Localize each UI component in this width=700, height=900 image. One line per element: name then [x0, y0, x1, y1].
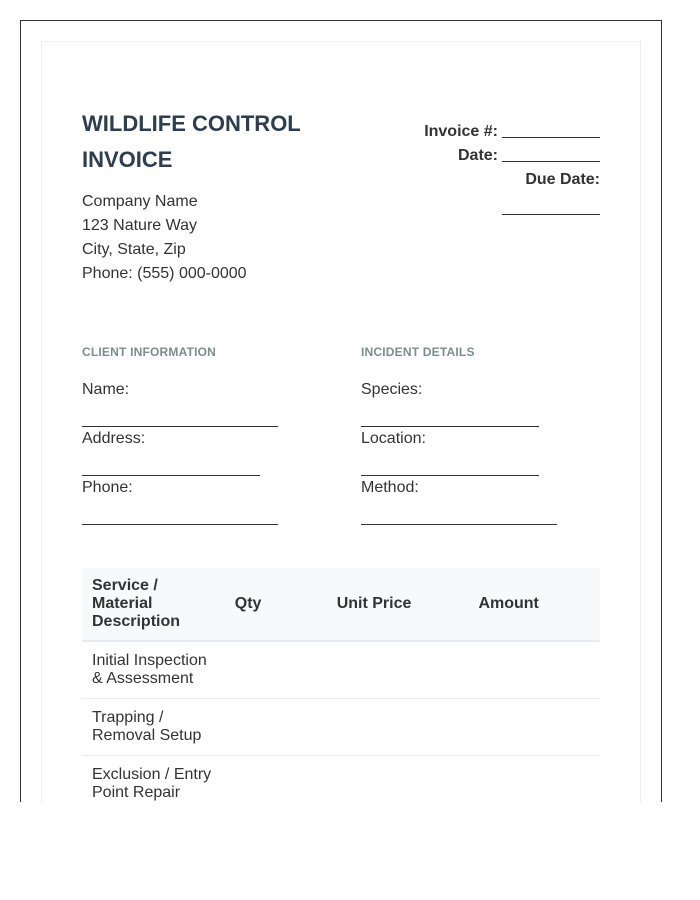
company-phone: Phone: (555) 000-0000: [82, 265, 247, 282]
client-information-section: [82, 344, 322, 525]
method-label: Method:: [361, 479, 419, 496]
client-information-heading: CLIENT INFORMATION: [82, 345, 217, 359]
method-line: [361, 500, 557, 525]
client-address-label: Address:: [82, 430, 146, 447]
client-name-line: [82, 402, 278, 427]
company-city: City, State, Zip: [82, 241, 186, 258]
company-block: [82, 190, 247, 286]
table-header-row: [82, 568, 600, 641]
client-phone-label: Phone:: [82, 479, 133, 496]
invoice-number-blank: [502, 121, 600, 138]
invoice-number-row: [424, 120, 600, 144]
client-address-line: [82, 451, 260, 476]
table-row: [82, 641, 600, 699]
row-description: Initial Inspection & Assessment: [82, 641, 225, 699]
invoice-date-row: [424, 144, 600, 168]
invoice-page: [41, 41, 641, 802]
row-qty: [225, 641, 327, 699]
header-amount: Amount: [468, 568, 600, 641]
row-unit-price: [327, 699, 469, 756]
row-qty: [225, 699, 327, 756]
species-line: [361, 402, 539, 427]
invoice-date-blank: [502, 145, 600, 162]
row-unit-price: [327, 641, 469, 699]
client-phone-line: [82, 500, 278, 525]
row-description: Trapping / Removal Setup: [82, 699, 225, 756]
invoice-date-label: Date:: [457, 147, 498, 164]
incident-details-heading: INCIDENT DETAILS: [361, 345, 475, 359]
incident-details-section: [361, 344, 601, 525]
document-viewport[interactable]: [20, 20, 662, 802]
client-name-label: Name:: [82, 381, 130, 398]
header-unit-price: Unit Price: [327, 568, 469, 641]
row-qty: [225, 756, 327, 803]
invoice-number-label: Invoice #:: [424, 123, 498, 140]
row-amount: [468, 756, 600, 803]
invoice-meta: [424, 120, 600, 215]
due-date-label: Due Date:: [525, 171, 600, 188]
company-address: 123 Nature Way: [82, 217, 198, 234]
row-description: Exclusion / Entry Point Repair: [82, 756, 225, 803]
table-row: [82, 699, 600, 756]
services-table: [82, 568, 600, 802]
header-description: Service / Material Description: [82, 568, 225, 641]
row-amount: [468, 641, 600, 699]
company-name: Company Name: [82, 193, 198, 210]
row-amount: [468, 699, 600, 756]
invoice-title: WILDLIFE CONTROL INVOICE: [82, 111, 301, 172]
location-line: [361, 451, 539, 476]
location-label: Location:: [361, 430, 426, 447]
row-unit-price: [327, 756, 469, 803]
due-date-row: [424, 168, 600, 215]
table-row: [82, 756, 600, 803]
header-qty: Qty: [225, 568, 327, 641]
species-label: Species:: [361, 381, 423, 398]
due-date-blank: [502, 192, 600, 215]
